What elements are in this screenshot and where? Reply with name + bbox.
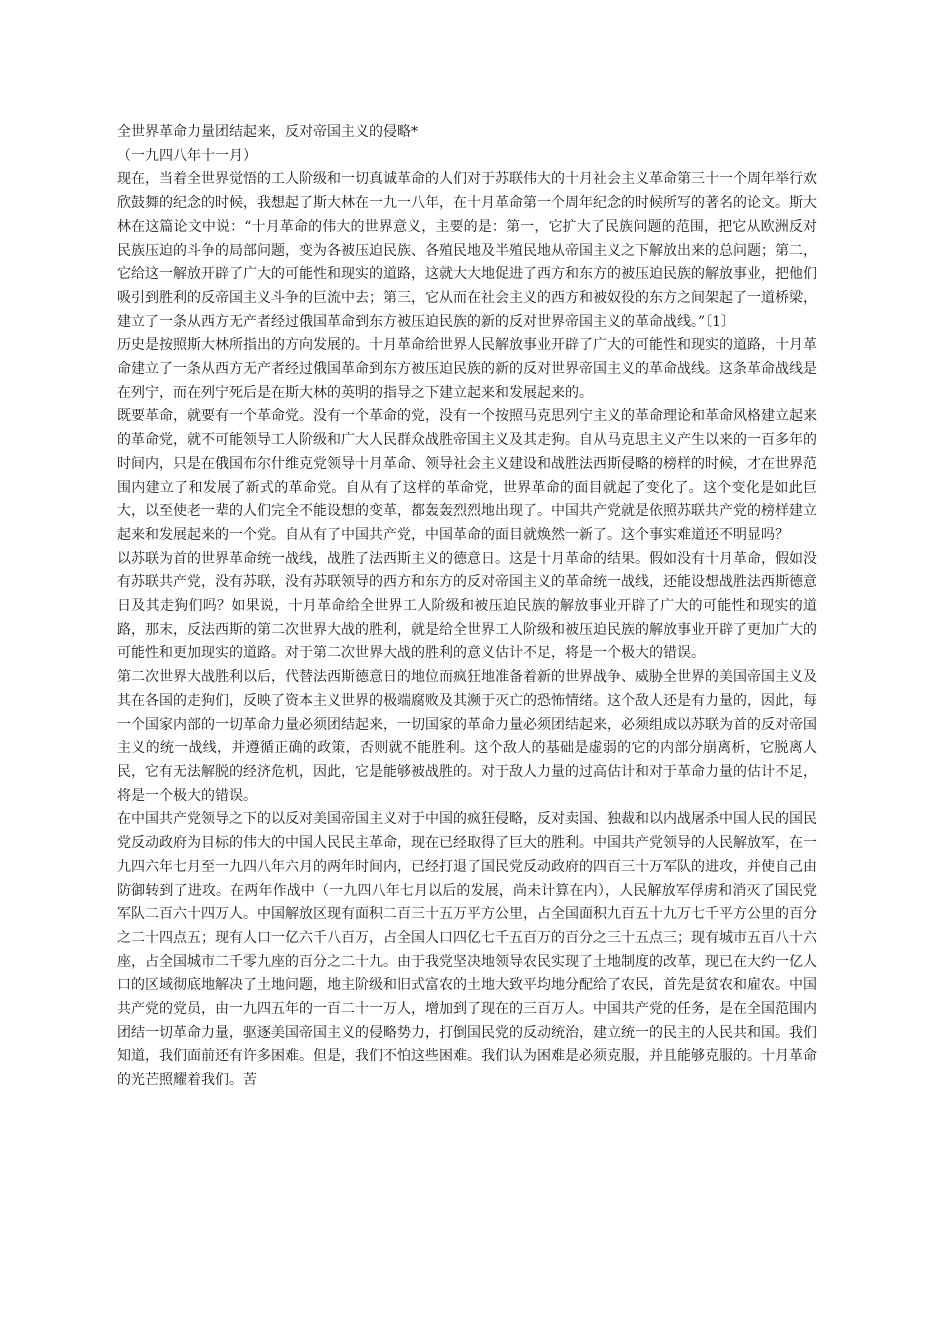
document-title: 全世界革命力量团结起来，反对帝国主义的侵略* (117, 124, 418, 140)
paragraph-1: 现在，当着全世界觉悟的工人阶级和一切真诚革命的人们对于苏联伟大的十月社会主义革命第三十一个周年举行欢欣鼓舞的纪念的时候，我想起了斯大林在一九一八年，在十月革命第一个周年纪念的时候所写的著名的论文。斯大林在这篇论文中说：“十月革命的伟大的世界意义，主要的是：第一，它扩大了民族问题的范围，把它从欧洲反对民族压迫的斗争的局部问题，变为各被压迫民族、各殖民地及半殖民地从帝国主义之下解放出来的总问题；第二，它给这一解放开辟了广大的可能性和现实的道路，这就大大地促进了西方和东方的被压迫民族的解放事业，把他们吸引到胜利的反帝国主义斗争的巨流中去；第三，它从而在社会主义的西方和被奴役的东方之间架起了一道桥梁，建立了一条从西方无产者经过俄国革命到东方被压迫民族的新的反对世界帝国主义的革命战线。”〔1〕 (117, 171, 817, 330)
paragraph-3: 既要革命，就要有一个革命党。没有一个革命的党，没有一个按照马克思列宁主义的革命理论和革命风格建立起来的革命党，就不可能领导工人阶级和广大人民群众战胜帝国主义及其走狗。自从马克思主义产生以来的一百多年的时间内，只是在俄国布尔什维克党领导十月革命、领导社会主义建设和战胜法西斯侵略的榜样的时候，才在世界范围内建立了和发展了新式的革命党。自从有了这样的革命党，世界革命的面目就起了变化了。这个变化是如此巨大，以至使老一辈的人们完全不能设想的变革，都轰轰烈烈地出现了。中国共产党就是依照苏联共产党的榜样建立起来和发展起来的一个党。自从有了中国共产党，中国革命的面目就焕然一新了。这个事实难道还不明显吗？ (117, 408, 817, 543)
paragraph-6: 在中国共产党领导之下的以反对美国帝国主义对于中国的疯狂侵略，反对卖国、独裁和以内战屠杀中国人民的国民党反动政府为目标的伟大的中国人民民主革命，现在已经取得了巨大的胜利。中国共产党领导的人民解放军，在一九四六年七月至一九四八年六月的两年时间内，已经打退了国民党反动政府的四百三十万军队的进攻，并使自己由防御转到了进攻。在两年作战中（一九四八年七月以后的发展，尚未计算在内），人民解放军俘虏和消灭了国民党军队二百六十四万人。中国解放区现有面积二百三十五万平方公里，占全国面积九百五十九万七千平方公里的百分之二十四点五；现有人口一亿六千八百万，占全国人口四亿七千五百万的百分之三十五点三；现有城市五百八十六座，占全国城市二千零九座的百分之二十九。由于我党坚决地领导农民实现了土地制度的改革，现已在大约一亿人口的区域彻底地解决了土地问题，地主阶级和旧式富农的土地大致平均地分配给了农民，首先是贫农和雇农。中国共产党的党员，由一九四五年的一百二十一万人，增加到了现在的三百万人。中国共产党的任务，是在全国范围内团结一切革命力量，驱逐美国帝国主义的侵略势力，打倒国民党的反动统治，建立统一的民主的人民共和国。我们知道，我们面前还有许多困难。但是，我们不怕这些困难。我们认为困难是必须克服，并且能够克服的。十月革命的光芒照耀着我们。苦 (117, 811, 817, 1089)
document-page (117, 121, 817, 1093)
paragraph-5: 第二次世界大战胜利以后，代替法西斯德意日的地位而疯狂地准备着新的世界战争、威胁全世界的美国帝国主义及其在各国的走狗们，反映了资本主义世界的极端腐败及其濒于灭亡的恐怖情绪。这个敌人还是有力量的，因此，每一个国家内部的一切革命力量必须团结起来，一切国家的革命力量必须团结起来，必须组成以苏联为首的反对帝国主义的统一战线，并遵循正确的政策，否则就不能胜利。这个敌人的基础是虚弱的它的内部分崩离析，它脱离人民，它有无法解脱的经济危机，因此，它是能够被战胜的。对于敌人力量的过高估计和对于革命力量的估计不足，将是一个极大的错误。 (117, 669, 817, 804)
paragraph-2: 历史是按照斯大林所指出的方向发展的。十月革命给世界人民解放事业开辟了广大的可能性和现实的道路，十月革命建立了一条从西方无产者经过俄国革命到东方被压迫民族的新的反对世界帝国主义的革命战线。这条革命战线是在列宁，而在列宁死后是在斯大林的英明的指导之下建立起来和发展起来的。 (117, 337, 817, 401)
paragraph-4: 以苏联为首的世界革命统一战线，战胜了法西斯主义的德意日。这是十月革命的结果。假如没有十月革命，假如没有苏联共产党，没有苏联，没有苏联领导的西方和东方的反对帝国主义的革命统一战线，还能设想战胜法西斯德意日及其走狗们吗？如果说，十月革命给全世界工人阶级和被压迫民族的解放事业开辟了广大的可能性和现实的道路，那末，反法西斯的第二次世界大战的胜利，就是给全世界工人阶级和被压迫民族的解放事业开辟了更加广大的可能性和更加现实的道路。对于第二次世界大战的胜利的意义估计不足，将是一个极大的错误。 (117, 550, 817, 662)
document-date: （一九四八年十一月） (117, 147, 257, 164)
